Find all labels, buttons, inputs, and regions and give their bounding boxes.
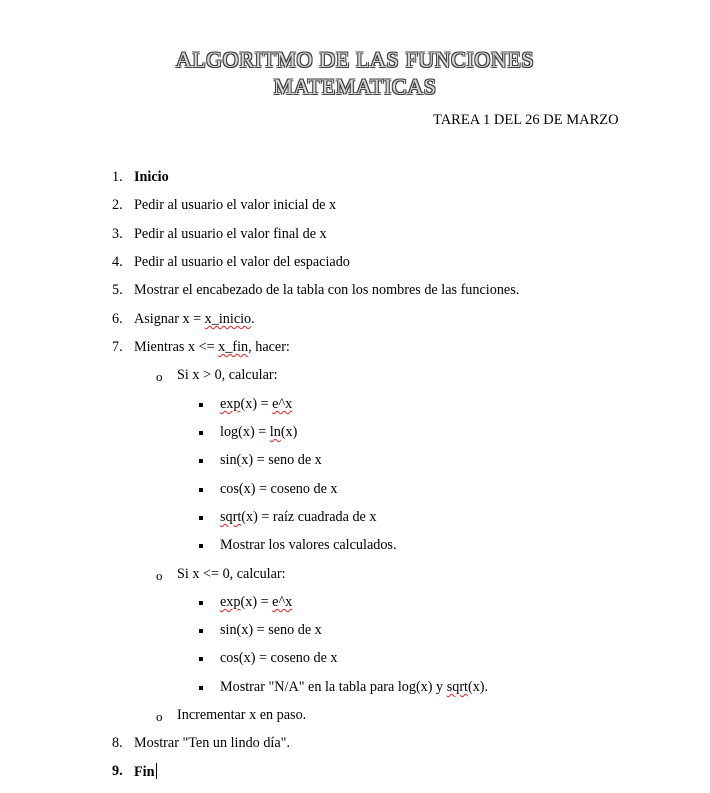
square-bullet-icon (199, 686, 203, 690)
spellcheck-word: ln (269, 424, 281, 440)
step-number: 7. (112, 339, 123, 355)
step-text: Pedir al usuario el valor del espaciado (134, 254, 350, 270)
document-title-line2: MATEMATICAS (273, 74, 437, 99)
spellcheck-word: sqrt (446, 679, 468, 695)
step-number: 6. (112, 311, 123, 327)
square-bullet-icon (199, 657, 203, 661)
square-bullet-icon (199, 431, 203, 435)
step-text: Pedir al usuario el valor final de x (134, 226, 327, 242)
calc-item-part: log(x) = (220, 424, 270, 440)
calc-item: cos(x) = coseno de x (220, 650, 338, 666)
sub-bullet-o: o (156, 369, 163, 384)
spellcheck-word: x_inicio (204, 311, 252, 327)
step-number: 5. (112, 282, 123, 298)
step-text (134, 763, 157, 781)
square-bullet-icon (199, 601, 203, 605)
step-text-part: Asignar x = (134, 311, 205, 327)
document-title (0, 46, 710, 100)
step-text-part: . (251, 311, 255, 327)
calc-item: Mostrar los valores calculados. (220, 537, 397, 553)
calc-item: sin(x) = seno de x (220, 622, 322, 638)
square-bullet-icon (199, 516, 203, 520)
calc-item-part: (x) (280, 424, 298, 440)
document-subtitle: TAREA 1 DEL 26 DE MARZO (433, 112, 619, 128)
step-text: Inicio (134, 169, 169, 185)
spellcheck-word: exp (220, 594, 241, 610)
square-bullet-icon (199, 403, 203, 407)
step-text-part: , hacer: (248, 339, 290, 355)
step-text: Pedir al usuario el valor inicial de x (134, 197, 337, 213)
branch-label: Si x <= 0, calcular: (177, 566, 286, 582)
increment-text: Incrementar x en paso. (177, 707, 307, 723)
step-number: 9. (112, 763, 123, 779)
sub-bullet-o: o (156, 568, 163, 583)
calc-item-part: (x) = (240, 594, 273, 610)
spellcheck-word: e^x (272, 594, 293, 610)
text-cursor (156, 763, 157, 779)
calc-item (220, 396, 292, 413)
step-text (134, 339, 290, 356)
calc-item (220, 509, 377, 526)
square-bullet-icon (199, 544, 203, 548)
spellcheck-word: sqrt (220, 509, 242, 525)
step-number: 1. (112, 169, 123, 185)
calc-item-part: (x) = (240, 396, 273, 412)
calc-item-part: Mostrar "N/A" en la tabla para log(x) y (220, 679, 447, 695)
document-title-line1: ALGORITMO DE LAS FUNCIONES (175, 47, 535, 72)
calc-item: cos(x) = coseno de x (220, 481, 338, 497)
calc-item (220, 424, 297, 441)
calc-item (220, 679, 488, 696)
square-bullet-icon (199, 459, 203, 463)
step-number: 8. (112, 735, 123, 751)
step-number: 2. (112, 197, 123, 213)
square-bullet-icon (199, 629, 203, 633)
step-text-part: Mientras x <= (134, 339, 219, 355)
calc-item (220, 594, 292, 611)
step-number: 4. (112, 254, 123, 270)
calc-item: sin(x) = seno de x (220, 452, 322, 468)
step-text: Mostrar el encabezado de la tabla con los nombres de las funciones. (134, 282, 520, 298)
step-number: 3. (112, 226, 123, 242)
spellcheck-word: e^x (272, 396, 293, 412)
calc-item-part: (x) = raíz cuadrada de x (241, 509, 377, 525)
step-text: Mostrar "Ten un lindo día". (134, 735, 290, 751)
step-text-part: Fin (134, 764, 155, 780)
branch-label: Si x > 0, calcular: (177, 367, 278, 383)
square-bullet-icon (199, 488, 203, 492)
spellcheck-word: x_fin (218, 339, 249, 355)
step-text (134, 311, 255, 328)
calc-item-part: (x). (467, 679, 489, 695)
spellcheck-word: exp (220, 396, 241, 412)
sub-bullet-o: o (156, 709, 163, 724)
